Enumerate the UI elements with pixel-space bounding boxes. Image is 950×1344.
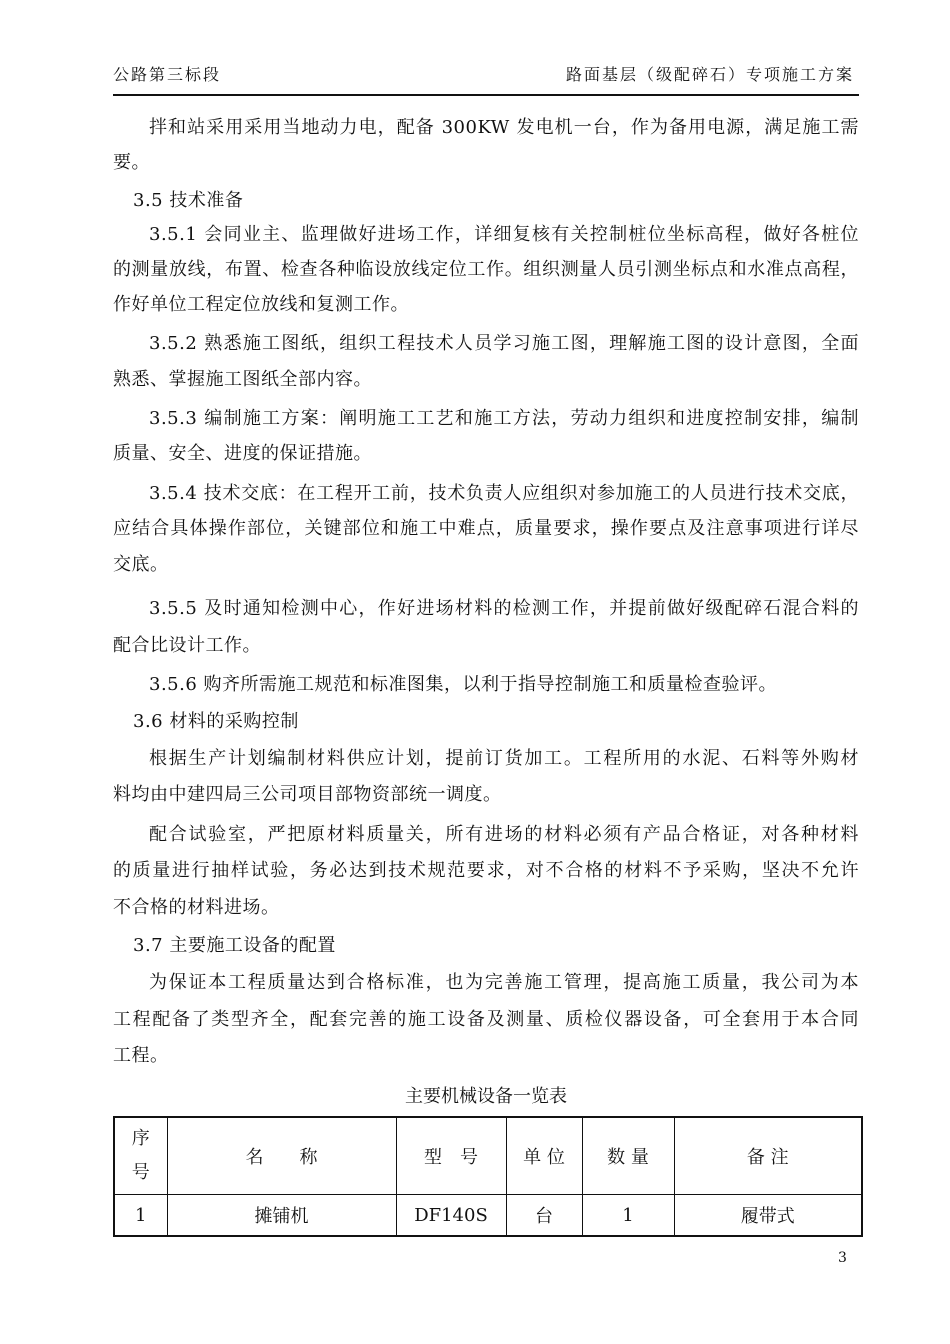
paragraph-line: 的质量进行抽样试验，务必达到技术规范要求，对不合格的材料不予采购，坚决不允许 — [113, 860, 859, 881]
paragraph-line: 不合格的材料进场。 — [113, 897, 280, 918]
header-rule — [113, 94, 859, 96]
paragraph-line: 为保证本工程质量达到合格标准，也为完善施工管理，提高施工质量，我公司为本 — [149, 972, 859, 993]
section-heading: 3.7 主要施工设备的配置 — [133, 935, 336, 956]
header-cell-name: 名 称 — [167, 1117, 396, 1195]
paragraph-line: 3.5.3 编制施工方案：阐明施工工艺和施工方法，劳动力组织和进度控制安排，编制 — [149, 408, 859, 429]
table-row — [114, 1195, 862, 1237]
section-heading: 3.5 技术准备 — [133, 190, 244, 211]
equipment-table — [113, 1116, 863, 1237]
header-cell-no — [114, 1117, 167, 1195]
paragraph-line: 配合比设计工作。 — [113, 635, 261, 656]
header-cell-unit: 单 位 — [506, 1117, 582, 1195]
header-no-line1: 序 — [131, 1128, 150, 1149]
table-caption: 主要机械设备一览表 — [405, 1086, 567, 1107]
paragraph-line: 交底。 — [113, 554, 169, 575]
table-header-row — [114, 1117, 862, 1195]
paragraph-line: 要。 — [113, 152, 150, 173]
cell-model: DF140S — [396, 1195, 506, 1237]
paragraph-line: 3.5.6 购齐所需施工规范和标准图集，以利于指导控制施工和质量检查验评。 — [149, 674, 778, 695]
paragraph-line: 根据生产计划编制材料供应计划，提前订货加工。工程所用的水泥、石料等外购材 — [149, 748, 859, 769]
cell-qty: 1 — [582, 1195, 674, 1237]
paragraph-line: 拌和站采用采用当地动力电，配备 300KW 发电机一台，作为备用电源，满足施工需 — [149, 117, 859, 138]
paragraph-line: 工程。 — [113, 1045, 169, 1066]
paragraph-line: 质量、安全、进度的保证措施。 — [113, 443, 372, 464]
header-no-line2: 号 — [131, 1162, 150, 1183]
cell-note: 履带式 — [674, 1195, 862, 1237]
paragraph-line: 的测量放线，布置、检查各种临设放线定位工作。组织测量人员引测坐标点和水准点高程， — [113, 259, 859, 280]
paragraph-line: 作好单位工程定位放线和复测工作。 — [113, 294, 409, 315]
paragraph-line: 料均由中建四局三公司项目部物资部统一调度。 — [113, 784, 502, 805]
paragraph-line: 3.5.1 会同业主、监理做好进场工作，详细复核有关控制桩位坐标高程，做好各桩位 — [149, 224, 859, 245]
cell-no: 1 — [114, 1195, 167, 1237]
paragraph-line: 3.5.2 熟悉施工图纸，组织工程技术人员学习施工图，理解施工图的设计意图，全面 — [149, 333, 859, 354]
header-cell-model: 型 号 — [396, 1117, 506, 1195]
paragraph-line: 工程配备了类型齐全，配套完善的施工设备及测量、质检仪器设备，可全套用于本合同 — [113, 1009, 859, 1030]
header-cell-note: 备 注 — [674, 1117, 862, 1195]
cell-name: 摊铺机 — [167, 1195, 396, 1237]
paragraph-line: 3.5.4 技术交底：在工程开工前，技术负责人应组织对参加施工的人员进行技术交底， — [149, 483, 859, 504]
paragraph-line: 应结合具体操作部位，关键部位和施工中难点，质量要求，操作要点及注意事项进行详尽 — [113, 518, 859, 539]
paragraph-line: 熟悉、掌握施工图纸全部内容。 — [113, 369, 372, 390]
page-number: 3 — [838, 1250, 847, 1266]
header-right-title: 路面基层（级配碎石）专项施工方案 — [565, 65, 854, 84]
paragraph-line: 3.5.5 及时通知检测中心，作好进场材料的检测工作，并提前做好级配碎石混合料的 — [149, 598, 859, 619]
section-heading: 3.6 材料的采购控制 — [133, 711, 299, 732]
header-cell-qty: 数 量 — [582, 1117, 674, 1195]
header-left-title: 公路第三标段 — [113, 65, 222, 84]
cell-unit: 台 — [506, 1195, 582, 1237]
paragraph-line: 配合试验室，严把原材料质量关，所有进场的材料必须有产品合格证，对各种材料 — [149, 824, 859, 845]
